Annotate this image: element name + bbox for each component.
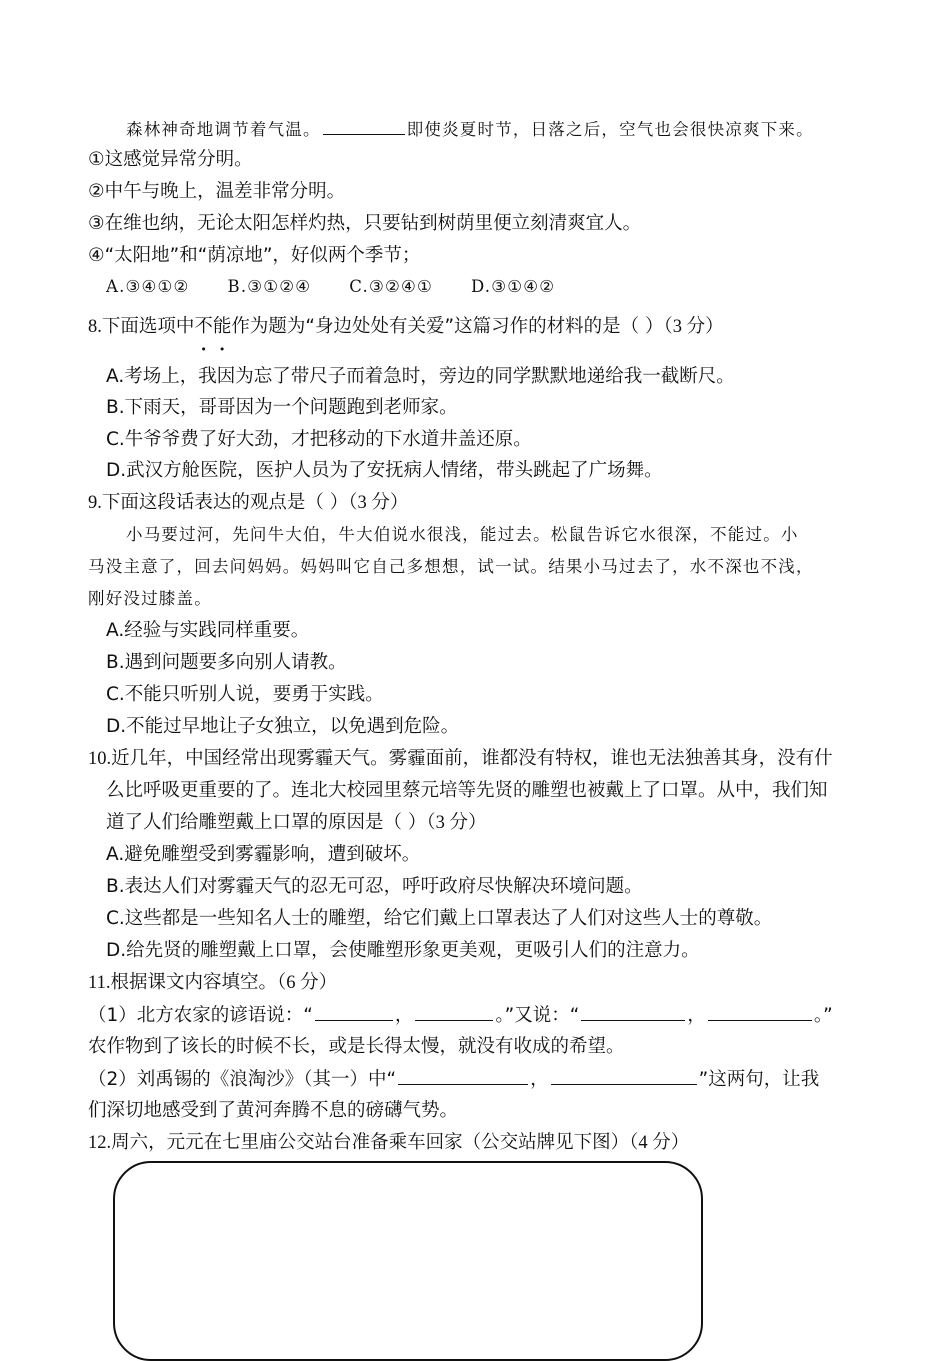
q7-sentence-4: ④“太阳地”和“荫凉地”，好似两个季节；: [88, 245, 421, 266]
q9-option-d[interactable]: D.不能过早地让子女独立，以免遇到危险。: [106, 716, 460, 737]
q10-stem-line-2: 么比呼吸更重要的了。连北大校园里蔡元培等先贤的雕塑也被戴上了口罩。从中，我们知: [106, 780, 828, 801]
q7-option-d[interactable]: D.③①④②: [470, 277, 556, 296]
q9-stem: 9.下面这段话表达的观点是（ ）（3 分）: [88, 492, 409, 513]
q9-passage-line-1: 小马要过河，先问牛大伯，牛大伯说水很浅，能过去。松鼠告诉它水很深，不能过。小: [126, 525, 799, 544]
q7-blank[interactable]: [323, 116, 405, 135]
q11-part-1-line-2: 农作物到了该长的时候不长，或是长得太慢，就没有收成的希望。: [88, 1036, 625, 1057]
q7-option-a[interactable]: A.③④①②: [106, 277, 190, 296]
q8-score: （3 分）: [663, 317, 724, 337]
q10-option-d[interactable]: D.给先贤的雕塑戴上口罩，会使雕塑形象更美观，更吸引人们的注意力。: [106, 940, 700, 961]
q7-option-b[interactable]: B.③①②④: [227, 277, 312, 296]
q7-sentence-1: ①这感觉异常分明。: [88, 149, 253, 170]
q11-blank-3[interactable]: [581, 1002, 685, 1021]
q9-option-a[interactable]: A.经验与实践同样重要。: [106, 620, 310, 641]
q8-emph-2: 能: [212, 316, 232, 337]
q7-stem: 森林神奇地调节着气温。 即使炎夏时节，日落之后，空气也会很快凉爽下来。: [126, 116, 814, 143]
q11-part-1: （1）北方农家的谚语说：“ ， 。”又说：“ ， 。”: [88, 1002, 833, 1029]
q10-option-b[interactable]: B.表达人们对雾霾天气的忍无可忍，呼吁政府尽快解决环境问题。: [106, 876, 643, 897]
q9-score: （3 分）: [348, 493, 409, 513]
q8-stem: 8.下面选项中不能作为题为“身边处处有关爱”这篇习作的材料的是（ ）（3 分）: [88, 314, 724, 340]
q12-score: （4 分）: [629, 1133, 690, 1153]
q11-part-2-line-2: 们深切地感受到了黄河奔腾不息的磅礴气势。: [88, 1100, 459, 1121]
q9-passage-line-3: 刚好没过膝盖。: [88, 589, 212, 608]
q8-option-d[interactable]: D.武汉方舱医院，医护人员为了安抚病人情绪，带头跳起了广场舞。: [106, 460, 663, 481]
q11-stem: 11.根据课文内容填空。（6 分）: [88, 972, 338, 993]
q8-emph-1: 不: [194, 316, 213, 337]
q11-blank-6[interactable]: [551, 1066, 697, 1085]
q12-stem: 12.周六，元元在七里庙公交站台准备乘车回家（公交站牌见下图）（4 分）: [88, 1132, 690, 1153]
q8-option-b[interactable]: B.下雨天，哥哥因为一个问题跑到老师家。: [106, 397, 458, 418]
q11-blank-2[interactable]: [415, 1002, 493, 1021]
q11-blank-5[interactable]: [398, 1066, 528, 1085]
q9-option-c[interactable]: C.不能只听别人说，要勇于实践。: [106, 684, 384, 705]
q7-sentence-2: ②中午与晚上，温差非常分明。: [88, 181, 346, 202]
q7-options: [106, 274, 555, 300]
q8-option-a[interactable]: A.考场上，我因为忘了带尺子而着急时，旁边的同学默默地递给我一截断尺。: [106, 366, 735, 387]
q7-option-c[interactable]: C.③②④①: [349, 277, 433, 296]
q10-option-c[interactable]: C.这些都是一些知名人士的雕塑，给它们戴上口罩表达了人们对这些人士的尊敬。: [106, 908, 773, 929]
q10-stem-line-1: 10.近几年，中国经常出现雾霾天气。雾霾面前，谁都没有特权，谁也无法独善其身，没有什: [88, 748, 833, 769]
q11-blank-1[interactable]: [315, 1002, 393, 1021]
q11-blank-4[interactable]: [708, 1002, 812, 1021]
q9-option-b[interactable]: B.遇到问题要多向别人请教。: [106, 652, 347, 673]
q11-score: （6 分）: [276, 973, 338, 993]
bus-stop-sign-frame: [113, 1161, 703, 1361]
q9-passage-line-2: 马没主意了，回去问妈妈。妈妈叫它自己多想想，试一试。结果小马过去了，水不深也不浅，: [88, 557, 814, 576]
q7-sentence-3: ③在维也纳，无论太阳怎样灼热，只要钻到树荫里便立刻清爽宜人。: [88, 213, 642, 234]
q10-stem-line-3: 道了人们给雕塑戴上口罩的原因是（ ）（3 分）: [106, 812, 487, 833]
q8-option-c[interactable]: C.牛爷爷费了好大劲，才把移动的下水道井盖还原。: [106, 429, 532, 450]
q10-option-a[interactable]: A.避免雕塑受到雾霾影响，遭到破坏。: [106, 844, 421, 865]
q11-part-2: （2）刘禹锡的《浪淘沙》（其一）中“ ， ”这两句，让我: [88, 1066, 819, 1093]
q10-score: （3 分）: [426, 813, 487, 833]
